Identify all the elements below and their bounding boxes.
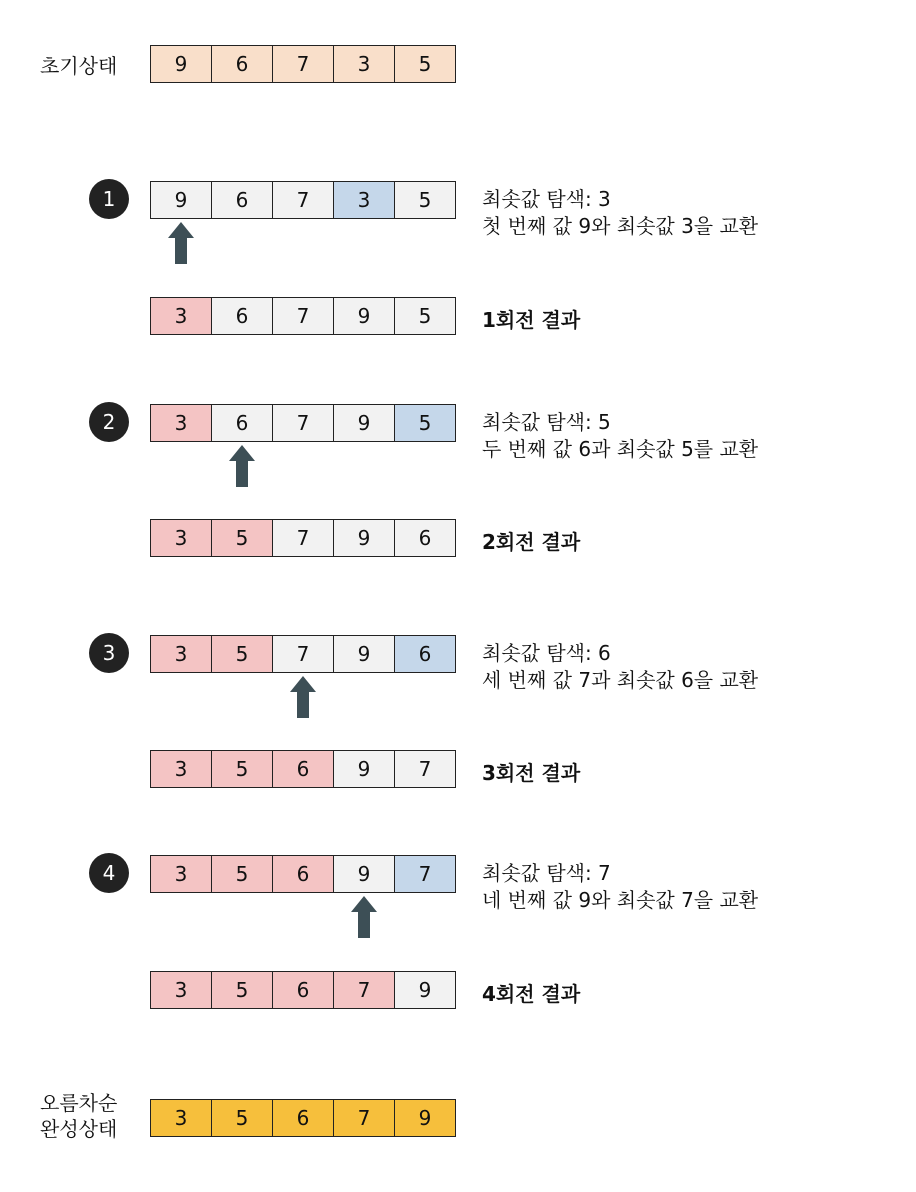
up-arrow-icon <box>229 445 255 487</box>
array-cell: 7 <box>272 45 334 83</box>
step-2-result-label: 2회전 결과 <box>482 530 581 554</box>
array-cell: 7 <box>272 181 334 219</box>
array-cell: 5 <box>394 45 456 83</box>
array-cell-minimum: 3 <box>333 181 395 219</box>
array-cell: 9 <box>333 297 395 335</box>
array-cell-sorted: 7 <box>333 971 395 1009</box>
step-2-description <box>482 409 758 463</box>
final-label <box>40 1090 117 1142</box>
step-2-search-text: 최솟값 탐색: 5 <box>482 410 611 434</box>
step-3-array <box>150 635 456 673</box>
array-cell-final: 5 <box>211 1099 273 1137</box>
array-cell-minimum: 7 <box>394 855 456 893</box>
array-cell-final: 7 <box>333 1099 395 1137</box>
array-cell-minimum: 5 <box>394 404 456 442</box>
final-label-line-1: 오름차순 <box>40 1091 118 1115</box>
array-cell: 6 <box>211 297 273 335</box>
array-cell-sorted: 6 <box>272 971 334 1009</box>
step-4-array <box>150 855 456 893</box>
step-1-search-text: 최솟값 탐색: 3 <box>482 187 611 211</box>
array-cell-sorted: 5 <box>211 750 273 788</box>
array-cell: 9 <box>333 404 395 442</box>
step-2-result-array <box>150 519 456 557</box>
array-cell: 7 <box>272 297 334 335</box>
step-1-array <box>150 181 456 219</box>
step-2-swap-text: 두 번째 값 6과 최솟값 5를 교환 <box>482 437 759 461</box>
step-3-search-text: 최솟값 탐색: 6 <box>482 641 611 665</box>
step-4-description <box>482 860 758 914</box>
array-cell-sorted: 3 <box>150 855 212 893</box>
step-4-result-label: 4회전 결과 <box>482 982 581 1006</box>
step-4-swap-text: 네 번째 값 9와 최솟값 7을 교환 <box>482 888 759 912</box>
step-3-description <box>482 640 758 694</box>
array-cell-sorted: 5 <box>211 971 273 1009</box>
up-arrow-icon <box>168 222 194 264</box>
array-cell: 9 <box>150 45 212 83</box>
step-1-description <box>482 186 758 240</box>
array-cell-sorted: 6 <box>272 855 334 893</box>
array-cell: 7 <box>272 635 334 673</box>
array-cell-minimum: 6 <box>394 635 456 673</box>
step-number-1: 1 <box>89 179 129 219</box>
array-cell-sorted: 3 <box>150 750 212 788</box>
array-cell-final: 3 <box>150 1099 212 1137</box>
array-cell: 9 <box>333 750 395 788</box>
step-number-4: 4 <box>89 853 129 893</box>
step-3-result-array <box>150 750 456 788</box>
step-2-array <box>150 404 456 442</box>
array-cell-sorted: 5 <box>211 855 273 893</box>
array-cell: 7 <box>272 404 334 442</box>
array-cell: 6 <box>211 404 273 442</box>
array-cell-sorted: 3 <box>150 297 212 335</box>
array-cell-sorted: 6 <box>272 750 334 788</box>
array-cell-sorted: 3 <box>150 519 212 557</box>
array-cell-sorted: 5 <box>211 519 273 557</box>
step-3-swap-text: 세 번째 값 7과 최솟값 6을 교환 <box>482 668 759 692</box>
initial-label: 초기상태 <box>40 54 118 78</box>
array-cell: 6 <box>394 519 456 557</box>
array-cell: 6 <box>211 181 273 219</box>
step-1-result-label: 1회전 결과 <box>482 308 581 332</box>
initial-array <box>150 45 456 83</box>
array-cell: 7 <box>394 750 456 788</box>
array-cell-sorted: 3 <box>150 404 212 442</box>
array-cell: 9 <box>333 519 395 557</box>
array-cell-final: 9 <box>394 1099 456 1137</box>
step-1-swap-text: 첫 번째 값 9와 최솟값 3을 교환 <box>482 214 759 238</box>
array-cell: 3 <box>333 45 395 83</box>
final-array <box>150 1099 456 1137</box>
array-cell-sorted: 5 <box>211 635 273 673</box>
step-3-result-label: 3회전 결과 <box>482 761 581 785</box>
array-cell: 9 <box>333 635 395 673</box>
array-cell: 6 <box>211 45 273 83</box>
array-cell: 5 <box>394 297 456 335</box>
array-cell: 7 <box>272 519 334 557</box>
step-number-3: 3 <box>89 633 129 673</box>
final-label-line-2: 완성상태 <box>40 1117 118 1141</box>
step-1-result-array <box>150 297 456 335</box>
array-cell: 5 <box>394 181 456 219</box>
up-arrow-icon <box>351 896 377 938</box>
up-arrow-icon <box>290 676 316 718</box>
array-cell: 9 <box>150 181 212 219</box>
array-cell-sorted: 3 <box>150 635 212 673</box>
array-cell-final: 6 <box>272 1099 334 1137</box>
step-4-search-text: 최솟값 탐색: 7 <box>482 861 611 885</box>
array-cell-sorted: 3 <box>150 971 212 1009</box>
step-number-2: 2 <box>89 402 129 442</box>
array-cell: 9 <box>394 971 456 1009</box>
array-cell: 9 <box>333 855 395 893</box>
step-4-result-array <box>150 971 456 1009</box>
